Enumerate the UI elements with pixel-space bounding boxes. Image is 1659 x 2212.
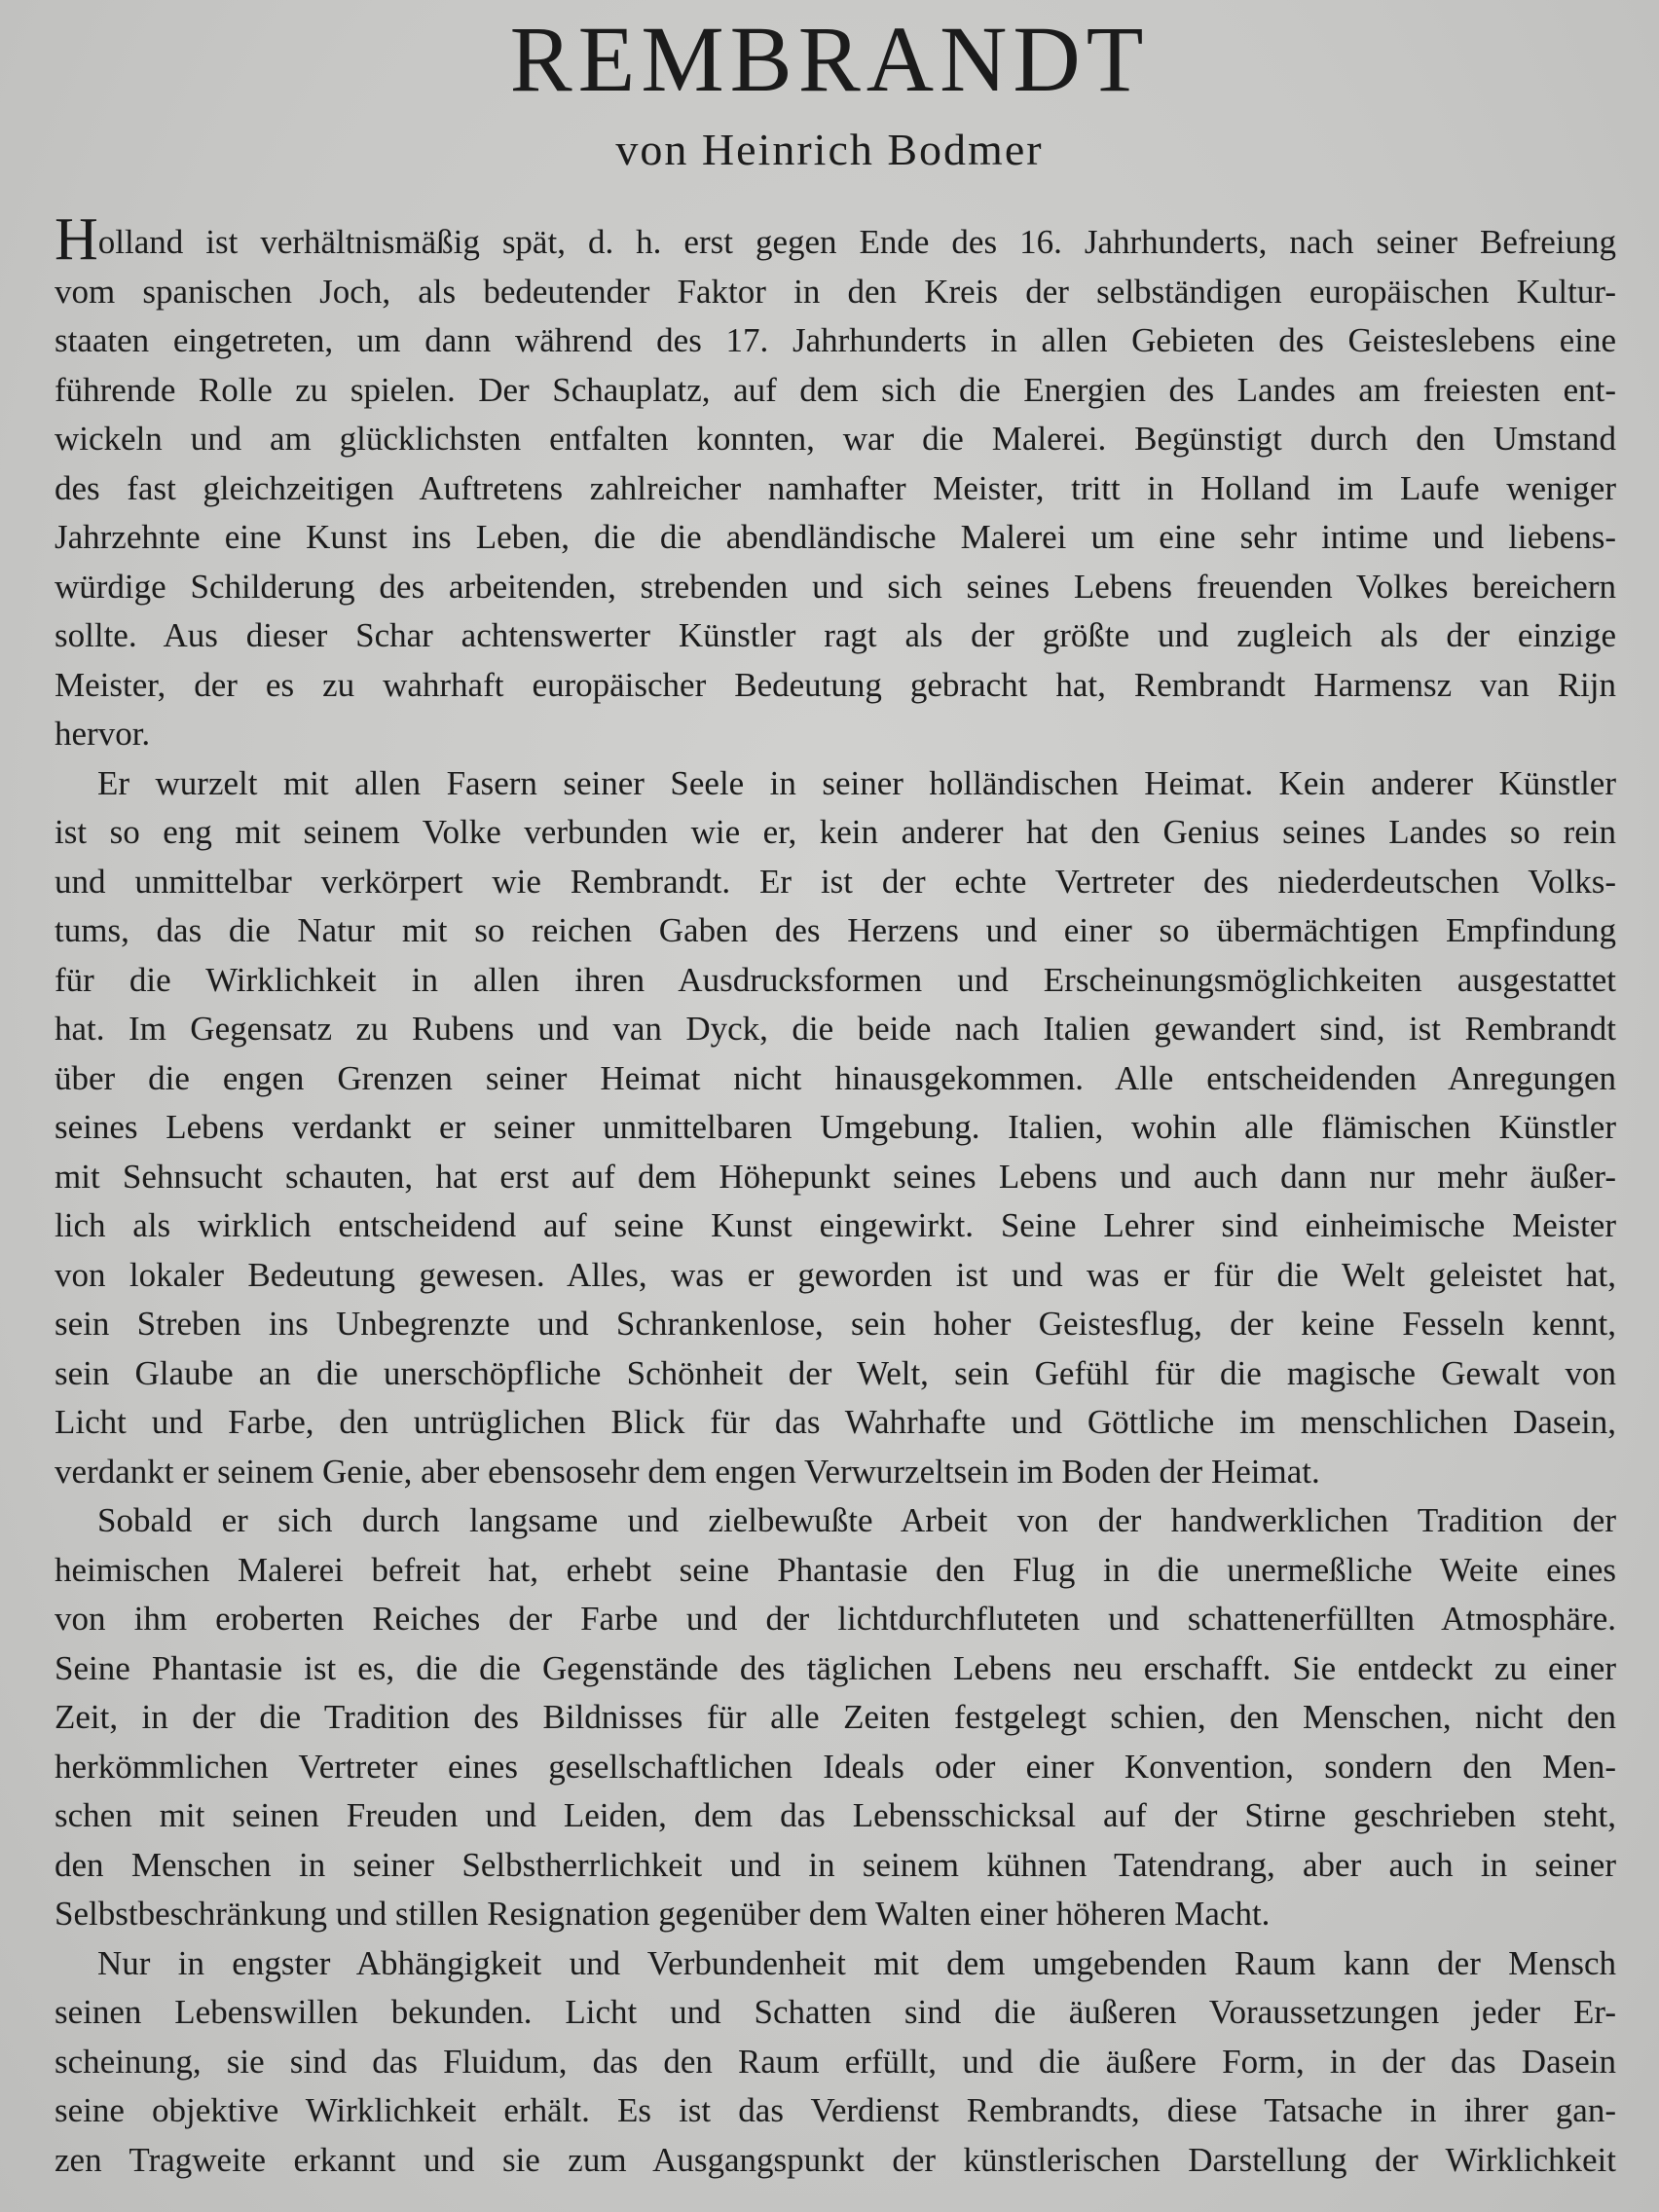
paragraph-2 — [55, 759, 1616, 1497]
text-line: heimischen Malerei befreit hat, erhebt seine Phantasie den Flug in die unermeßliche Weite eines — [55, 1550, 1616, 1589]
author-line: von Heinrich Bodmer — [615, 125, 1044, 174]
text-line: des fast gleichzeitigen Auftretens zahlreicher namhafter Meister, tritt in Holland im Laufe weniger — [55, 468, 1616, 507]
text-line: hervor. — [55, 715, 151, 753]
text-line: den Menschen in seiner Selbstherrlichkeit und in seinem kühnen Tatendrang, aber auch in seiner — [55, 1845, 1616, 1884]
text-line: Jahrzehnte eine Kunst ins Leben, die die abendländische Malerei um eine sehr intime und liebens- — [55, 518, 1616, 556]
text-line: verdankt er seinem Genie, aber ebensosehr dem engen Verwurzeltsein im Boden der Heimat. — [55, 1452, 1320, 1491]
text-line: herkömmlichen Vertreter eines gesellschaftlichen Ideals oder einer Konvention, sondern den Men- — [55, 1747, 1616, 1786]
text-line: würdige Schilderung des arbeitenden, strebenden und sich seines Lebens freuenden Volkes bereichern — [55, 567, 1616, 606]
page-title: REMBRANDT — [509, 7, 1150, 111]
text-line: schen mit seinen Freuden und Leiden, dem das Lebensschicksal auf der Stirne geschrieben steht, — [55, 1796, 1616, 1834]
text-line: Er wurzelt mit allen Fasern seiner Seele in seiner holländischen Heimat. Kein anderer Künstler — [97, 763, 1616, 802]
text-line: wickeln und am glücklichsten entfalten konnten, war die Malerei. Begünstigt durch den Umstand — [55, 420, 1616, 458]
text-line: Holland ist verhältnismäßig spät, d. h. erst gegen Ende des 16. Jahrhunderts, nach seiner Befreiung — [55, 218, 1616, 268]
text-line: scheinung, sie sind das Fluidum, das den Raum erfüllt, und die äußere Form, in der das Dasein — [55, 2042, 1616, 2081]
text-line: von lokaler Bedeutung gewesen. Alles, was er geworden ist und was er für die Welt geleistet hat, — [55, 1255, 1616, 1294]
text-line: Selbstbeschränkung und stillen Resignation gegenüber dem Walten einer höheren Macht. — [55, 1895, 1271, 1933]
text-line: tums, das die Natur mit so reichen Gaben des Herzens und einer so übermächtigen Empfindung — [55, 911, 1616, 949]
text-line: sein Glaube an die unerschöpfliche Schönheit der Welt, sein Gefühl für die magische Gewalt von — [55, 1353, 1616, 1392]
text-line: seinen Lebenswillen bekunden. Licht und Schatten sind die äußeren Voraussetzungen jeder Er- — [55, 1993, 1616, 2031]
text-line: und unmittelbar verkörpert wie Rembrandt. Er ist der echte Vertreter des niederdeutschen Volks- — [55, 862, 1616, 901]
text-line: Zeit, in der die Tradition des Bildnisses für alle Zeiten festgelegt schien, den Menschen, nicht den — [55, 1698, 1616, 1736]
text-line: sollte. Aus dieser Schar achtenswerter Künstler ragt als der größte und zugleich als der einzige — [55, 616, 1616, 654]
text-line: vom spanischen Joch, als bedeutender Faktor in den Kreis der selbständigen europäischen Kultur- — [55, 272, 1616, 311]
text-line: zen Tragweite erkannt und sie zum Ausgangspunkt der künstlerischen Darstellung der Wirklichkeit — [55, 2140, 1616, 2179]
text-line: von ihm eroberten Reiches der Farbe und der lichtdurchfluteten und schattenerfüllten Atmosphäre. — [55, 1600, 1616, 1638]
text-line: seine objektive Wirklichkeit erhält. Es ist das Verdienst Rembrandts, diese Tatsache in ihrer gan- — [55, 2091, 1616, 2129]
text-line: Meister, der es zu wahrhaft europäischer Bedeutung gebracht hat, Rembrandt Harmensz van Rijn — [55, 665, 1616, 704]
text-line: über die engen Grenzen seiner Heimat nicht hinausgekommen. Alle entscheidenden Anregungen — [55, 1058, 1616, 1097]
text-line: führende Rolle zu spielen. Der Schauplatz, auf dem sich die Energien des Landes am freiesten ent- — [55, 370, 1616, 409]
text-line: seines Lebens verdankt er seiner unmittelbaren Umgebung. Italien, wohin alle flämischen Künstler — [55, 1108, 1616, 1146]
text-line: staaten eingetreten, um dann während des 17. Jahrhunderts in allen Gebieten des Geisteslebens eine — [55, 321, 1616, 359]
text-line: ist so eng mit seinem Volke verbunden wie er, kein anderer hat den Genius seines Landes so rein — [55, 813, 1616, 851]
text-line: Nur in engster Abhängigkeit und Verbundenheit mit dem umgebenden Raum kann der Mensch — [97, 1943, 1616, 1982]
drop-cap: H — [55, 218, 98, 268]
text-line: lich als wirklich entscheidend auf seine Kunst eingewirkt. Seine Lehrer sind einheimische Meister — [55, 1206, 1616, 1244]
text-line: Seine Phantasie ist es, die die Gegenstände des täglichen Lebens neu erschafft. Sie entdeckt zu einer — [55, 1648, 1616, 1687]
article-body — [55, 218, 1616, 2185]
paragraph-3 — [55, 1496, 1616, 1939]
text-line: sein Streben ins Unbegrenzte und Schrankenlose, sein hoher Geistesflug, der keine Fesseln kennt, — [55, 1305, 1616, 1343]
text-line: hat. Im Gegensatz zu Rubens und van Dyck, die beide nach Italien gewandert sind, ist Rembrandt — [55, 1010, 1616, 1048]
paragraph-1 — [55, 218, 1616, 759]
text-line: mit Sehnsucht schauten, hat erst auf dem Höhepunkt seines Lebens und auch dann nur mehr äußer- — [55, 1157, 1616, 1196]
text-line: Licht und Farbe, den untrüglichen Blick für das Wahrhafte und Göttliche im menschlichen Dasein, — [55, 1403, 1616, 1441]
text-line: Sobald er sich durch langsame und zielbewußte Arbeit von der handwerklichen Tradition der — [97, 1501, 1616, 1539]
paragraph-4 — [55, 1939, 1616, 2186]
text-line: für die Wirklichkeit in allen ihren Ausdrucksformen und Erscheinungsmöglichkeiten ausgestattet — [55, 960, 1616, 999]
